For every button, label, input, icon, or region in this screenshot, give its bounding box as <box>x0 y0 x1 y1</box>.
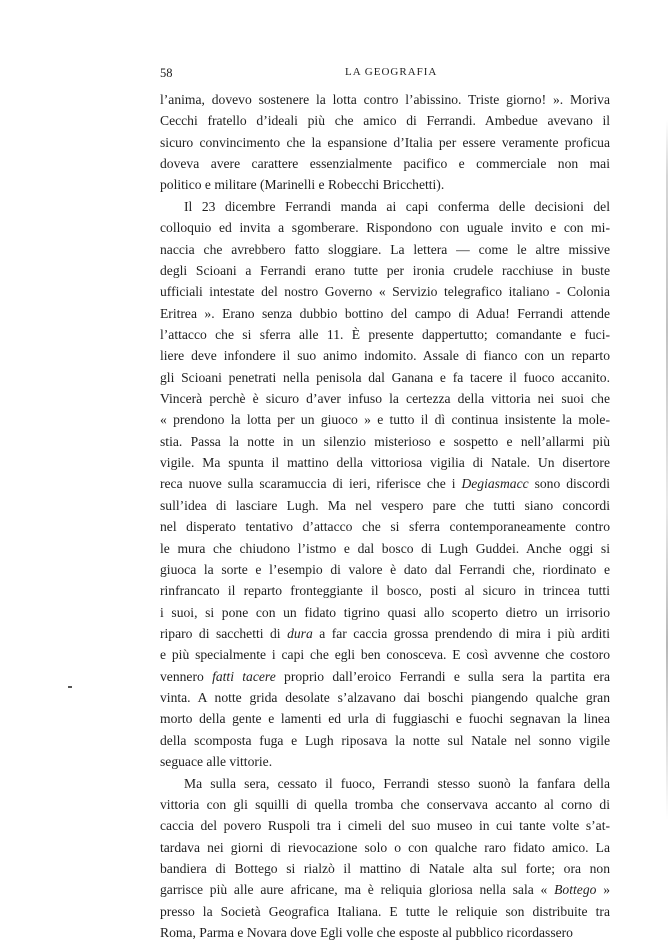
text-line <box>160 516 610 537</box>
text-segment: presso la Società Geografica Italiana. E tutte le reliquie son distribuite tra <box>160 903 610 919</box>
text-line <box>160 708 610 729</box>
text-segment: della scomposta fuga e Lugh riposava la notte sul Natale nel sonno vigile <box>160 732 610 748</box>
text-segment: degli Scioani a Ferrandi erano tutte per ironia crudele racchiuse in buste <box>160 262 610 278</box>
text-line <box>160 239 610 260</box>
text-line <box>160 773 610 794</box>
text-line <box>160 559 610 580</box>
text-segment: morto della gente e lamenti ed urla di fuggiaschi e fuochi segnavan la linea <box>160 711 610 727</box>
text-segment: Roma, Parma e Novara dove Egli volle che esposte al pubblico ricordassero <box>160 925 573 941</box>
text-line <box>160 367 610 388</box>
text-segment: vittoria con gli squilli di quella tromba che conservava accanto al corno di <box>160 796 610 812</box>
text-line <box>160 132 610 153</box>
text-segment: seguace alle vittorie. <box>160 754 273 770</box>
text-line <box>160 431 610 452</box>
text-line <box>160 879 610 900</box>
text-segment: bandiera di Bottego si rialzò il mattino di Natale alta sul forte; ora non <box>160 860 610 876</box>
text-segment: liere deve infondere il suo animo indomito. Assale di fianco con un reparto <box>160 348 610 364</box>
italic-text: fatti tacere <box>212 668 276 684</box>
text-line <box>160 303 610 324</box>
text-line <box>160 196 610 217</box>
text-line <box>160 324 610 345</box>
text-segment: stia. Passa la notte in un silenzio misterioso e sospetto e nell’allarmi più <box>160 433 610 449</box>
text-segment: Ma sulla sera, cessato il fuoco, Ferrandi stesso suonò la fanfara della <box>184 775 610 791</box>
text-segment: l’anima, dovevo sostenere la lotta contro l’abissino. Triste giorno! ». Moriva <box>160 92 610 107</box>
text-segment: vigile. Ma spunta il mattino della vittoriosa vigilia di Natale. Un disertore <box>160 455 610 471</box>
text-segment: rinfrancato il reparto fronteggiante il bosco, posti al sicuro in trincea tutti <box>160 583 610 599</box>
text-line <box>160 901 610 922</box>
text-line <box>160 495 610 516</box>
italic-text: Degiasmacc <box>461 476 529 492</box>
text-segment: Cecchi fratello d’ideali più che amico di Ferrandi. Ambedue avevano il <box>160 113 610 129</box>
text-line <box>160 409 610 430</box>
text-segment: riparo di sacchetti di <box>160 625 288 641</box>
text-line <box>160 388 610 409</box>
text-line <box>160 837 610 858</box>
text-segment: garrisce più alle aure africane, ma è reliquia gloriosa nella sala « <box>160 882 555 898</box>
text-segment: nel disperato tentativo d’attacco che si sferra contemporaneamente contro <box>160 519 610 535</box>
text-segment: Vincerà perchè è sicuro d’aver infuso la certezza della vittoria nei suoi che <box>160 391 610 407</box>
text-segment: i suoi, si pone con un fidato tigrino quasi allo scoperto dietro un irrisorio <box>160 604 610 620</box>
text-line <box>160 110 610 131</box>
text-line <box>160 666 610 687</box>
text-segment: politico e militare (Marinelli e Robecchi Bricchetti). <box>160 177 445 193</box>
italic-text: dura <box>287 625 313 641</box>
text-line <box>160 174 610 195</box>
text-segment: naccia che avrebbero fatto sloggiare. La lettera — come le altre missive <box>160 241 610 257</box>
text-segment: vennero <box>160 668 213 684</box>
text-segment: l’attacco che si sferra alle 11. È presente dappertutto; comandante e fuci- <box>160 326 610 342</box>
text-line <box>160 623 610 644</box>
text-line <box>160 922 610 943</box>
text-segment: reca nuove sulla scaramuccia di ieri, riferisce che i <box>160 476 462 492</box>
text-line <box>160 602 610 623</box>
text-line <box>160 217 610 238</box>
text-line <box>160 644 610 665</box>
text-line <box>160 730 610 751</box>
text-segment: gli Scioani penetrati nella penisola dal Ganana e fa tacere il fuoco accanito. <box>160 369 610 385</box>
text-line <box>160 345 610 366</box>
text-line <box>160 580 610 601</box>
text-segment: le mura che chiudono l’istmo e dal bosco di Lugh Guddei. Anche oggi si <box>160 540 610 556</box>
margin-mark <box>68 686 72 688</box>
text-line <box>160 794 610 815</box>
text-segment: Eritrea ». Erano senza dubbio bottino del campo di Adua! Ferrandi attende <box>160 305 610 321</box>
text-line <box>160 815 610 836</box>
text-segment: sono discordi <box>528 476 611 492</box>
text-segment: sicuro convincimento che la espansione d’Italia per essere veramente proficua <box>160 134 610 150</box>
text-segment: caccia del povero Ruspoli tra i cimeli del suo museo in cui tante volte s’at- <box>160 818 610 834</box>
text-segment: « prendono la lotta per un giuoco » e tutto il dì continua insistente la mole- <box>160 412 610 428</box>
text-segment: ufficiali intestate del nostro Governo « Servizio telegrafico italiano - Colonia <box>160 284 610 300</box>
text-line <box>160 281 610 302</box>
text-segment: giuoca la sorte e l’esempio di valore è dato dal Ferrandi che, riordinato e <box>160 561 610 577</box>
text-segment: e più specialmente i capi che egli ben conosceva. E così avvenne che costoro <box>160 647 610 663</box>
page-number: 58 <box>160 66 173 80</box>
text-line <box>160 89 610 110</box>
text-segment: proprio dall’eroico Ferrandi e sulla sera la partita era <box>275 668 610 684</box>
body-text <box>160 89 610 943</box>
text-segment: vinta. A notte grida desolate s’alzavano dai boschi piangendo qualche gran <box>160 690 610 706</box>
text-line <box>160 260 610 281</box>
text-segment: colloquio ed invita a sgomberare. Rispondono con uguale invito e con mi- <box>160 220 610 236</box>
running-title: LA GEOGRAFIA <box>345 66 438 78</box>
text-line <box>160 687 610 708</box>
text-line <box>160 473 610 494</box>
text-line <box>160 452 610 473</box>
text-line <box>160 858 610 879</box>
text-line <box>160 538 610 559</box>
text-segment: tardava nei giorni di rievocazione solo o con qualche raro fidato amico. La <box>160 839 610 855</box>
text-line <box>160 153 610 174</box>
page-header <box>160 66 610 86</box>
text-segment: » <box>596 882 610 898</box>
text-segment: sull’idea di lasciare Lugh. Ma nel vespero pare che tutti siano concordi <box>160 497 610 513</box>
text-line <box>160 751 610 772</box>
page-edge-shadow <box>666 120 668 820</box>
text-segment: a far caccia grossa prendendo di mira i più arditi <box>312 625 610 641</box>
text-segment: Il 23 dicembre Ferrandi manda ai capi conferma delle decisioni del <box>184 198 610 214</box>
text-segment: doveva avere carattere essenzialmente pacifico e commerciale non mai <box>160 156 610 172</box>
italic-text: Bottego <box>554 882 597 898</box>
